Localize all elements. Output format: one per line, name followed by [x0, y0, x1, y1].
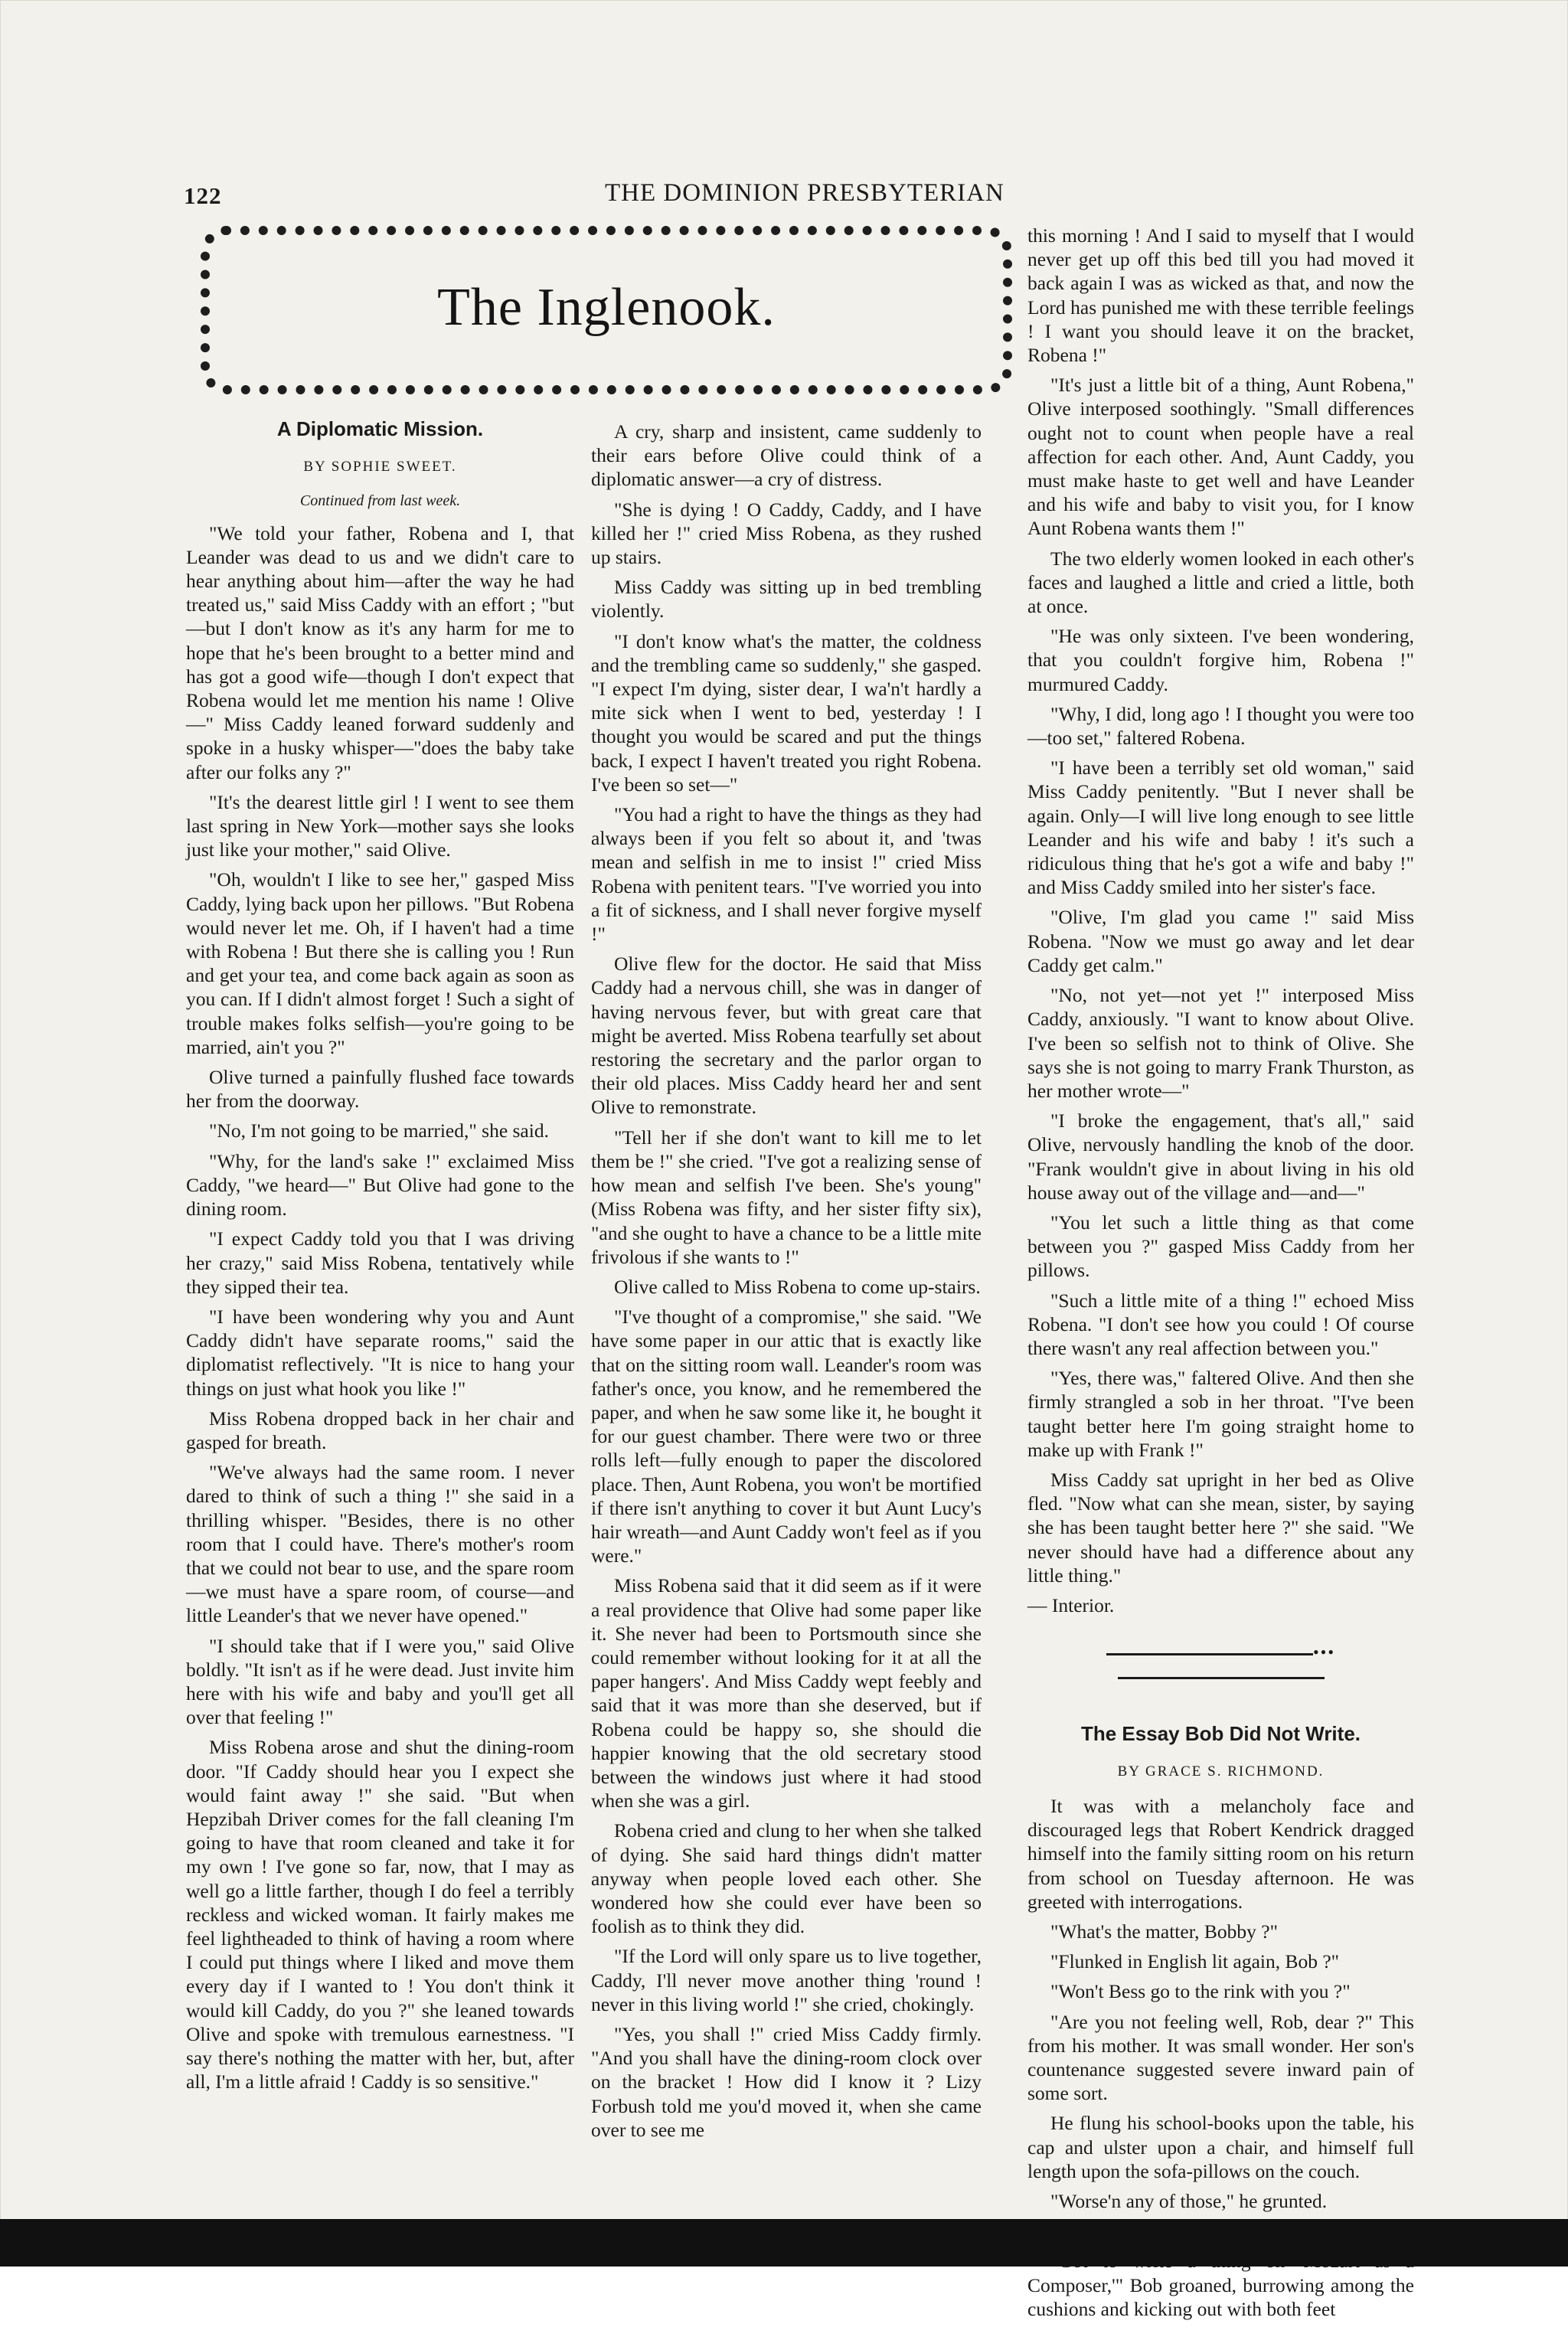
paragraph: "Why, I did, long ago ! I thought you were too—too set," faltered Robena.: [1027, 702, 1414, 750]
paragraph: "Flunked in English lit again, Bob ?": [1050, 1950, 1340, 1973]
continued-note: Continued from last week.: [299, 492, 461, 510]
article-byline: BY SOPHIE SWEET.: [303, 459, 457, 476]
paragraph: this morning ! And I said to myself that I would never get up off this bed till you had moved it back again I was as wicked as that, and now the Lord has punished me with these terrible feelings ! I want you should leave it on the bracket, Robena !": [1027, 224, 1414, 367]
separator-rule-left: [1106, 1653, 1313, 1655]
scan-edge: [0, 2219, 1568, 2267]
column-3: [1027, 224, 1414, 2327]
column-2: [591, 420, 982, 2148]
paragraph: "I have been a terribly set old woman," said Miss Caddy penitently. "But I never shall be again. Only—I will live long enough to see little Leander and his wife and baby ! it's such a ridiculous thing that he's got a wife and baby !" and Miss Caddy smiled into her sister's face.: [1027, 757, 1414, 899]
paragraph: "I broke the engagement, that's all," said Olive, nervously handling the knob of the door. "Frank wouldn't give in about living in his old house away out of the village and—and—": [1027, 1110, 1414, 1204]
paragraph: Miss Robena arose and shut the dining-room door. "If Caddy should hear you I expect she would faint away !" she said. "But when Hepzibah Driver comes for the fall cleaning I'm going to have that room cleaned and take it for my own ! I've gone so far, now, that I may as well go a little farther, though I do feel a terribly reckless and wicked woman. It fairly makes me feel lightheaded to think of having a room where I could put things where I liked and move them every day if I wanted to ! You don't think it would kill Caddy, do you ?" she leaned towards Olive and spoke with tremulous earnestness. "I say there's nothing the matter with her, but, after all, I'm a little afraid ! Caddy is so sensitive.": [186, 1736, 574, 2093]
paragraph: "Olive, I'm glad you came !" said Miss Robena. "Now we must go away and let dear Caddy get calm.": [1027, 906, 1414, 976]
paragraph: "Such a little mite of a thing !" echoed Miss Robena. "I don't see how you could ! Of course there wasn't any real affection between you.": [1027, 1289, 1414, 1359]
paragraph: Olive called to Miss Robena to come up-stairs.: [614, 1275, 981, 1298]
paragraph: Miss Caddy was sitting up in bed trembling violently.: [591, 576, 982, 623]
paragraph: "You let such a little thing as that come between you ?" gasped Miss Caddy from her pillows.: [1027, 1211, 1414, 1282]
paragraph: "If the Lord will only spare us to live together, Caddy, I'll never move another thing 'round ! never in this living world !" she cried, chokingly.: [591, 1945, 982, 2015]
paragraph: "Oh, wouldn't I like to see her," gasped Miss Caddy, lying back upon her pillows. "But Robena would never let me. Oh, if I haven't had a time with Robena ! But there she is calling you ! Run and get your tea, and come back again as soon as you can. If I didn't almost forget ! Such a sight of trouble makes folks selfish—you're going to be married, ain't you ?": [186, 868, 574, 1058]
column-1: [186, 417, 574, 2100]
section-title: The Inglenook.: [437, 278, 776, 337]
paragraph: "We told your father, Robena and I, that Leander was dead to us and we didn't care to hear anything about him—after the way he had treated us," said Miss Caddy with an effort ; "but—but I don't know as it's any harm for me to hope that he's been brought to a better mind and has got a good wife—though I don't expect that Robena would let me mention his name ! Olive—" Miss Caddy leaned forward suddenly and spoke in a husky whisper—"does the baby take after our folks any ?": [186, 521, 574, 783]
article-byline: BY GRACE S. RICHMOND.: [1117, 1763, 1325, 1780]
paragraph: "We've always had the same room. I never dared to think of such a thing !" she said in a thrilling whisper. "Besides, there is no other room that I could have. There's mother's room that we could not bear to use, and the spare room—we must have a spare room, of course—and little Leander's that we never have opened.": [186, 1461, 574, 1627]
paragraph: "Worse'n any of those," he grunted.: [1050, 2190, 1328, 2213]
paragraph: "I expect Caddy told you that I was driving her crazy," said Miss Robena, tentatively while they sipped their tea.: [186, 1227, 574, 1298]
paragraph: Miss Robena said that it did seem as if it were a real providence that Olive had some paper like it. She never had been to Portsmouth since she could remember without looking for it at all the paper hangers'. And Miss Caddy wept feebly and said that it was more than she deserved, but if Robena could be happy so, she should die happier knowing that the old secretary stood between the windows just where it had stood when she was a girl.: [591, 1574, 982, 1812]
page-number: 122: [184, 182, 222, 209]
paragraph: "I have been wondering why you and Aunt Caddy didn't have separate rooms," said the diplomatist reflectively. "It is nice to hang your things on just what hook you like !": [186, 1305, 574, 1400]
paragraph: "Yes, there was," faltered Olive. And then she firmly strangled a sob in her throat. "I've been taught better here I'm going straight home to make up with Frank !": [1027, 1367, 1414, 1461]
paragraph: It was with a melancholy face and discouraged legs that Robert Kendrick dragged himself into the family sitting room on his return from school on Tuesday afternoon. He was greeted with interrogations.: [1027, 1794, 1414, 1913]
paragraph: "It's the dearest little girl ! I went to see them last spring in New York—mother says she looks just like your mother," said Olive.: [186, 790, 574, 861]
paragraph: Robena cried and clung to her when she talked of dying. She said hard things didn't matter anyway when people loved each other. She wondered how she could ever have been so foolish as to think they did.: [591, 1819, 982, 1938]
article-credit: — Interior.: [1027, 1593, 1115, 1616]
paragraph: Olive turned a painfully flushed face towards her from the doorway.: [186, 1066, 574, 1113]
paragraph: "Tell her if she don't want to kill me to let them be !" she cried. "I've got a realizing sense of how mean and selfish I've been. She's young" (Miss Robena was fifty, and her sister fifty six), "and she ought to have a chance to be a little mite frivolous if she wants to !": [591, 1126, 982, 1268]
paragraph: "No, I'm not going to be married," she said.: [209, 1119, 549, 1142]
paragraph: The two elderly women looked in each other's faces and laughed a little and cried a little, both at once.: [1027, 547, 1414, 618]
separator-rule-right: [1118, 1677, 1325, 1679]
paragraph: Composer,'" Bob groaned, burrowing among the cushions and kicking out with both feet: [1027, 2273, 1414, 2320]
paragraph: Miss Robena dropped back in her chair and gasped for breath.: [186, 1407, 574, 1453]
paragraph: "Why, for the land's sake !" exclaimed Miss Caddy, "we heard—" But Olive had gone to the dining room.: [186, 1149, 574, 1221]
article-separator: [1027, 1640, 1414, 1688]
paragraph: "You had a right to have the things as they had always been if you felt so about it, and 'twas mean and selfish in me to insist !" cried Miss Robena with penitent tears. "I've worried you into a fit of sickness, and I shall never forgive myself !": [591, 803, 982, 946]
article-title: A Diplomatic Mission.: [276, 417, 484, 440]
paragraph: "Yes, you shall !" cried Miss Caddy firmly. "And you shall have the dining-room clock over on the bracket ! How did I know it ? Lizy Forbush told me you'd moved it, when she came over to see me: [591, 2023, 982, 2141]
paragraph: Miss Caddy sat upright in her bed as Olive fled. "Now what can she mean, sister, by saying she has been taught better here ?" she said. "We never should have had a difference about any little thing.": [1027, 1468, 1414, 1587]
paragraph: "Won't Bess go to the rink with you ?": [1050, 1980, 1351, 2003]
paragraph: "No, not yet—not yet !" interposed Miss Caddy, anxiously. "I want to know about Olive. I've been so selfish not to think of Olive. She says she is not going to marry Frank Thurston, as her mother wrote—": [1027, 984, 1414, 1102]
paragraph: Olive flew for the doctor. He said that Miss Caddy had a nervous chill, she was in danger of having nervous fever, but with great care that might be averted. Miss Robena tearfully set about restoring the secretary and the parlor organ to their old places. Miss Caddy heard her and sent Olive to remonstrate.: [591, 953, 982, 1119]
paragraph: "Are you not feeling well, Rob, dear ?" This from his mother. It was small wonder. Her son's countenance suggested severe inward pain of some sort.: [1027, 2010, 1414, 2105]
paragraph: "I've thought of a compromise," she said. "We have some paper in our attic that is exactly like that on the sitting room wall. Leander's room was father's once, you know, and he remembered the paper, and when he saw some like it, he bought it for our guest chamber. There were two or three rolls left—fully enough to paper the discolored place. Then, Aunt Robena, you won't be mortified if there isn't anything to cover it but Aunt Lucy's hair wreath—and Aunt Caddy won't feel as if you were.": [591, 1306, 982, 1567]
paragraph: "She is dying ! O Caddy, Caddy, and I have killed her !" cried Miss Robena, as they rushed up stairs.: [591, 498, 982, 569]
publication-title: THE DOMINION PRESBYTERIAN: [605, 179, 1004, 207]
paragraph: "What's the matter, Bobby ?": [1050, 1920, 1279, 1943]
paragraph: "It's just a little bit of a thing, Aunt Robena," Olive interposed soothingly. "Small differences ought not to count when people have a real affection for each other. And, Aunt Caddy, you must make haste to get well and have Leander and his wife and baby to visit you, for I know Aunt Robena wants them !": [1027, 374, 1414, 540]
paragraph: A cry, sharp and insistent, came suddenly to their ears before Olive could think of a diplomatic answer—a cry of distress.: [591, 420, 982, 491]
paragraph: "I should take that if I were you," said Olive boldly. "It isn't as if he were dead. Just invite him here with his wife and baby and you'll get all over that feeling !": [186, 1634, 574, 1729]
paragraph: He flung his school-books upon the table, his cap and ulster upon a chair, and himself full length upon the sofa-pillows on the couch.: [1027, 2112, 1414, 2182]
paragraph: "I don't know what's the matter, the coldness and the trembling came so suddenly," she gasped. "I expect I'm dying, sister dear, I wa'n't hardly a mite sick when I went to bed, yesterday ! I thought you would be scared and put the things back, I expect I haven't treated you right Robena. I've been so set—": [591, 629, 982, 796]
separator-mark: •••: [1312, 1642, 1336, 1662]
paragraph: "He was only sixteen. I've been wondering, that you couldn't forgive him, Robena !" murmured Caddy.: [1027, 625, 1414, 695]
article-title: The Essay Bob Did Not Write.: [1080, 1721, 1361, 1745]
